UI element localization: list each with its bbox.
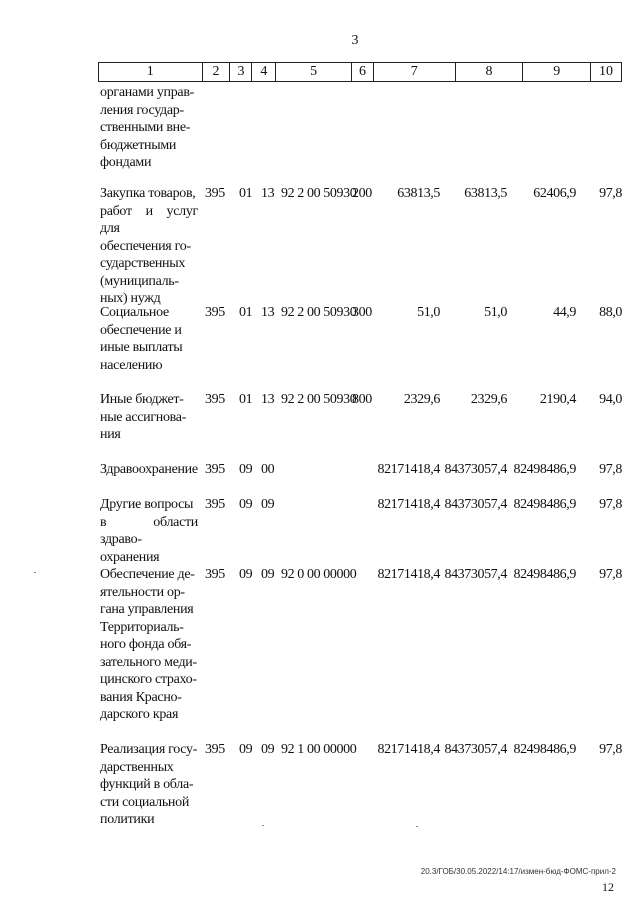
target-article-code: 92 2 00 50930 xyxy=(281,186,357,201)
section-code: 01 xyxy=(239,186,253,201)
row-name-line: зательного меди- xyxy=(100,654,197,670)
row-name-line: ных) нужд xyxy=(100,291,161,306)
subsection-code: 09 xyxy=(261,742,275,757)
scan-speck xyxy=(262,825,264,826)
value-col-9: 82498486,9 xyxy=(513,462,576,477)
row-name xyxy=(100,461,198,479)
footer-document-code: 20.3/ГОБ/30.05.2022/14:17/измен-бюд-ФОМС-прил-2 xyxy=(420,867,616,876)
row-name-line: работ и услуг для xyxy=(100,203,198,236)
row-name-line: ния xyxy=(100,427,121,442)
row-name-line: обеспечение и xyxy=(100,322,182,338)
row-name-line: бюджетными xyxy=(100,137,177,153)
admin-code: 395 xyxy=(205,742,225,757)
row-name-line: функций в обла- xyxy=(100,777,194,792)
header-col-2: 2 xyxy=(203,63,231,81)
row-name-line: Социальное xyxy=(100,305,169,320)
row-name-line: политики xyxy=(100,812,155,827)
percent-col-10: 97,8 xyxy=(599,462,622,477)
section-code: 09 xyxy=(239,462,253,477)
row-name-line: населению xyxy=(100,357,163,373)
header-col-8: 8 xyxy=(456,63,524,81)
admin-code: 395 xyxy=(205,567,225,582)
scan-speck xyxy=(416,826,418,827)
value-col-8: 84373057,4 xyxy=(444,462,507,477)
subsection-code: 09 xyxy=(261,567,275,582)
row-name-line: Здравоохранение xyxy=(100,462,198,477)
target-article-code: 92 0 00 00000 xyxy=(281,567,357,582)
percent-col-10: 97,8 xyxy=(599,567,622,582)
row-name xyxy=(100,496,198,566)
row-name xyxy=(100,304,198,374)
table-header-row xyxy=(98,62,622,82)
header-col-9: 9 xyxy=(523,63,591,81)
percent-col-10: 97,8 xyxy=(599,497,622,512)
header-col-1: 1 xyxy=(99,63,203,81)
row-name-line: вания Красно- xyxy=(100,689,182,705)
row-name-line: сударственных xyxy=(100,256,186,271)
percent-col-10: 94,0 xyxy=(599,392,622,407)
row-name-line: Обеспечение де- xyxy=(100,567,195,582)
value-col-7: 82171418,4 xyxy=(377,567,440,582)
row-name-line: Территориаль- xyxy=(100,619,184,635)
row-name-line: Реализация госу- xyxy=(100,742,198,757)
row-name-line: иные выплаты xyxy=(100,340,183,355)
row-name-line: ятельности ор- xyxy=(100,584,185,600)
subsection-code: 00 xyxy=(261,462,275,477)
row-name-line: органами управ- xyxy=(100,85,194,100)
value-col-7: 51,0 xyxy=(417,305,440,320)
page-number-top: 3 xyxy=(351,33,359,48)
section-code: 01 xyxy=(239,392,253,407)
row-name xyxy=(100,741,198,829)
header-col-7: 7 xyxy=(374,63,456,81)
header-col-5: 5 xyxy=(276,63,352,81)
subsection-code: 13 xyxy=(261,392,275,407)
value-col-9: 44,9 xyxy=(553,305,576,320)
row-name-line: ления государ- xyxy=(100,102,184,118)
value-col-9: 82498486,9 xyxy=(513,742,576,757)
value-col-9: 2190,4 xyxy=(539,392,576,407)
scan-speck xyxy=(34,572,36,573)
row-name-line: обеспечения го- xyxy=(100,238,191,254)
header-col-10: 10 xyxy=(599,64,614,79)
percent-col-10: 97,8 xyxy=(599,186,622,201)
expense-type-code: 200 xyxy=(352,186,372,201)
section-code: 01 xyxy=(239,305,253,320)
percent-col-10: 97,8 xyxy=(599,742,622,757)
value-col-7: 82171418,4 xyxy=(377,742,440,757)
row-name xyxy=(100,84,198,172)
admin-code: 395 xyxy=(205,392,225,407)
row-name-line: Другие вопросы xyxy=(100,497,194,512)
row-name-line: дарственных xyxy=(100,759,174,775)
value-col-9: 82498486,9 xyxy=(513,567,576,582)
section-code: 09 xyxy=(239,497,253,512)
value-col-7: 82171418,4 xyxy=(377,462,440,477)
target-article-code: 92 2 00 50930 xyxy=(281,392,357,407)
header-col-4: 4 xyxy=(252,63,276,81)
header-col-6: 6 xyxy=(352,63,374,81)
target-article-code: 92 2 00 50930 xyxy=(281,305,357,320)
value-col-7: 2329,6 xyxy=(403,392,440,407)
row-name-line: фондами xyxy=(100,155,152,170)
row-name-line: цинского страхо- xyxy=(100,672,197,687)
subsection-code: 13 xyxy=(261,305,275,320)
subsection-code: 09 xyxy=(261,497,275,512)
value-col-9: 82498486,9 xyxy=(513,497,576,512)
row-name-line: в области здраво- xyxy=(100,514,198,547)
row-name xyxy=(100,566,198,724)
row-name-line: сти социальной xyxy=(100,794,190,810)
row-name-line: дарского края xyxy=(100,707,179,722)
value-col-8: 84373057,4 xyxy=(444,742,507,757)
row-name-line: охранения xyxy=(100,549,160,565)
value-col-8: 2329,6 xyxy=(470,392,507,407)
row-name-line: гана управления xyxy=(100,602,194,617)
admin-code: 395 xyxy=(205,305,225,320)
footer-page-number: 12 xyxy=(602,880,614,894)
header-col-3: 3 xyxy=(230,63,252,81)
percent-col-10: 88,0 xyxy=(599,305,622,320)
expense-type-code: 800 xyxy=(352,392,372,407)
row-name-line: (муниципаль- xyxy=(100,273,179,289)
row-name-line: ственными вне- xyxy=(100,120,191,135)
subsection-code: 13 xyxy=(261,186,275,201)
row-name xyxy=(100,391,198,444)
value-col-8: 84373057,4 xyxy=(444,567,507,582)
value-col-8: 84373057,4 xyxy=(444,497,507,512)
section-code: 09 xyxy=(239,742,253,757)
target-article-code: 92 1 00 00000 xyxy=(281,742,357,757)
value-col-9: 62406,9 xyxy=(533,186,576,201)
row-name xyxy=(100,185,198,308)
section-code: 09 xyxy=(239,567,253,582)
row-name-line: Закупка товаров, xyxy=(100,186,196,201)
row-name-line: Иные бюджет- xyxy=(100,392,184,407)
value-col-8: 51,0 xyxy=(484,305,507,320)
value-col-8: 63813,5 xyxy=(464,186,507,201)
expense-type-code: 300 xyxy=(352,305,372,320)
value-col-7: 82171418,4 xyxy=(377,497,440,512)
admin-code: 395 xyxy=(205,462,225,477)
row-name-line: ные ассигнова- xyxy=(100,409,187,425)
row-name-line: ного фонда обя- xyxy=(100,637,192,652)
admin-code: 395 xyxy=(205,497,225,512)
value-col-7: 63813,5 xyxy=(397,186,440,201)
admin-code: 395 xyxy=(205,186,225,201)
